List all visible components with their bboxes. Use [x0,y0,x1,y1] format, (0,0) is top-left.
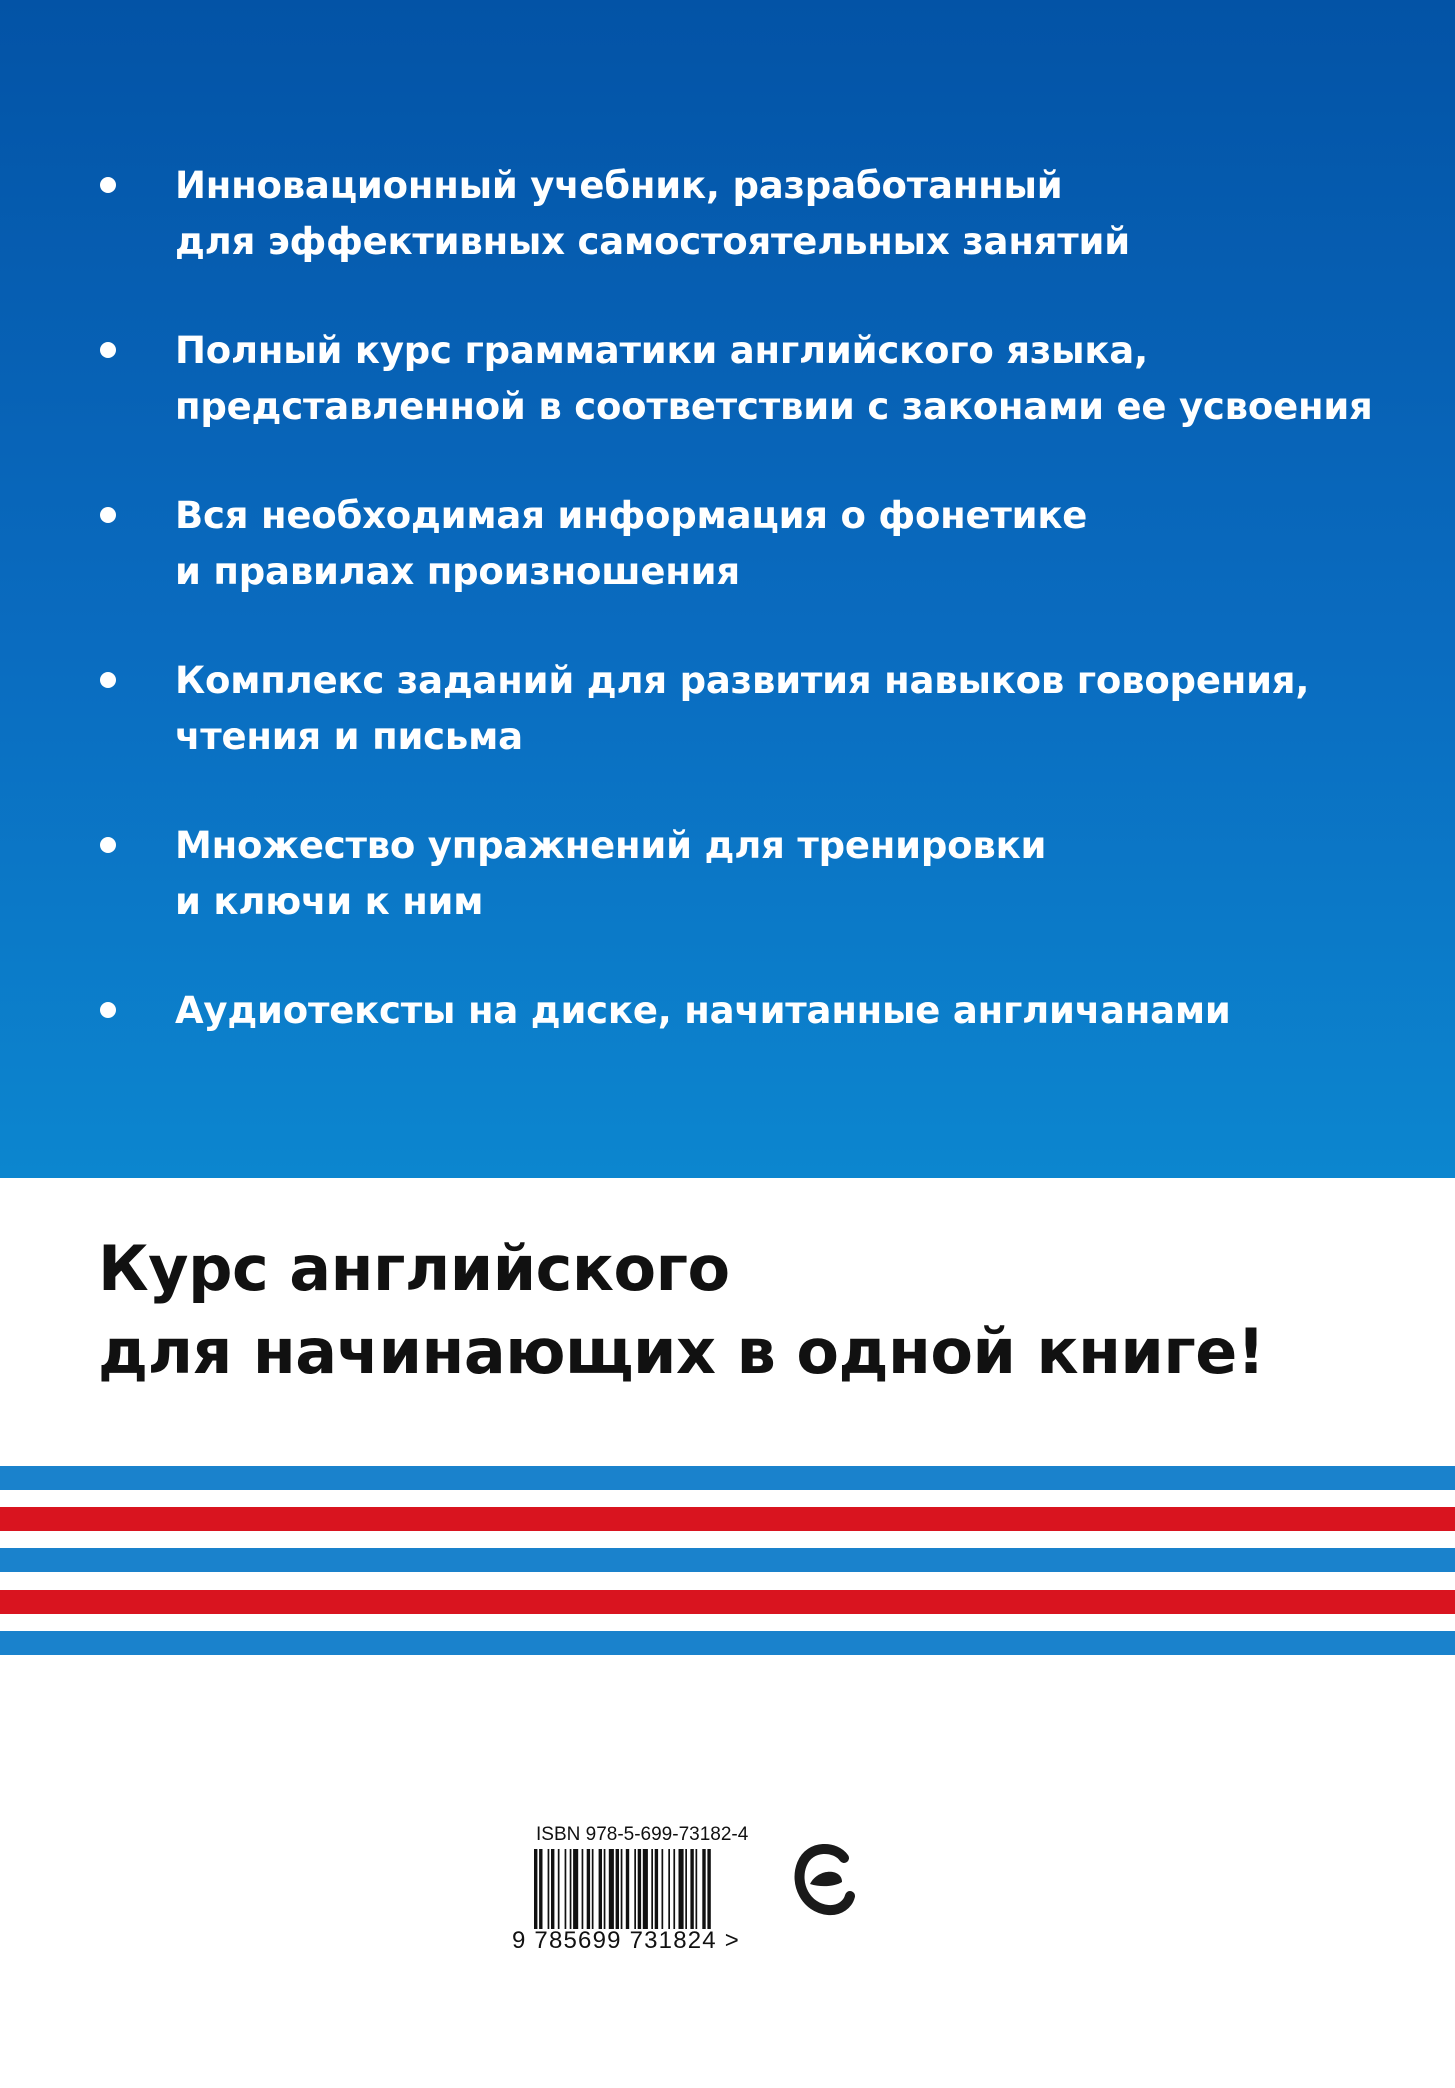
feature-item [0,818,1455,930]
stripe-blue [0,1466,1455,1490]
feature-item [0,653,1455,765]
barcode-digits: 9 785699 731824 > [512,1927,740,1954]
tagline-line: Курс английского [98,1232,730,1305]
feature-item [0,158,1455,270]
feature-line: чтения и письма [175,715,523,758]
stripe-red [0,1507,1455,1531]
feature-line: Аудиотексты на диске, начитанные англичанами [175,989,1231,1032]
tagline-line: для начинающих в одной книге! [98,1315,1265,1388]
stripe-blue [0,1631,1455,1655]
feature-line: Вся необходимая информация о фонетике [175,494,1088,537]
stripe-red [0,1590,1455,1614]
bullet-icon [100,177,116,193]
feature-line: для эффективных самостоятельных занятий [175,220,1130,263]
isbn-label: ISBN 978-5-699-73182-4 [536,1824,749,1845]
bullet-icon [100,672,116,688]
bullet-icon [100,837,116,853]
bullet-icon [100,342,116,358]
feature-line: Полный курс грамматики английского языка, [175,329,1148,372]
tagline [98,1227,1265,1393]
feature-item [0,323,1455,435]
barcode-icon [534,1849,760,1929]
feature-line: Инновационный учебник, разработанный [175,164,1063,207]
bullet-icon [100,507,116,523]
feature-line: и ключи к ним [175,880,484,923]
isbn-barcode [508,1819,778,1957]
publisher-e-logo-icon [792,1838,858,1930]
feature-line: Множество упражнений для тренировки [175,824,1047,867]
bullet-icon [100,1002,116,1018]
feature-line: Комплекс заданий для развития навыков говорения, [175,659,1310,702]
feature-list [0,158,1455,1092]
stripe-blue [0,1548,1455,1572]
feature-item [0,488,1455,600]
feature-item [0,983,1455,1039]
feature-line: представленной в соответствии с законами ее усвоения [175,385,1373,428]
feature-line: и правилах произношения [175,550,740,593]
